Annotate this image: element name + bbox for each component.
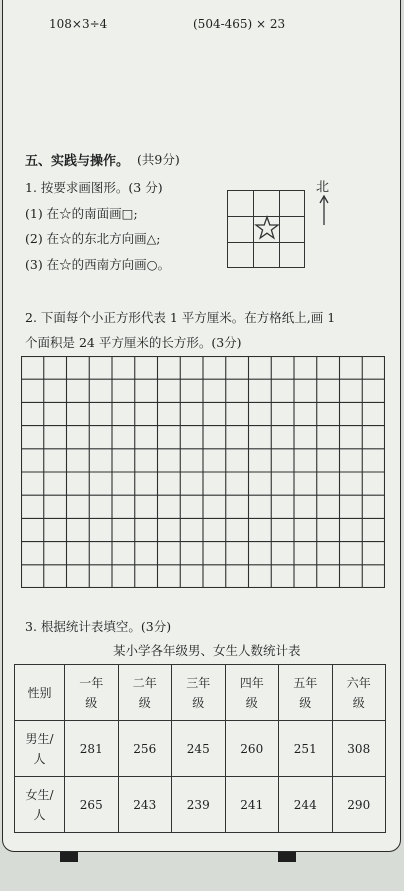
header-cell (118, 665, 172, 721)
registration-mark-right (278, 852, 296, 862)
value-cell: 239 (172, 777, 226, 833)
value-cell: 308 (332, 721, 386, 777)
header-text: 六年 (346, 675, 371, 690)
header-text: 三年 (186, 675, 211, 690)
header-text: 四年 (239, 675, 264, 690)
value-cell: 265 (65, 777, 119, 833)
value-cell: 245 (172, 721, 226, 777)
value-cell: 290 (332, 777, 386, 833)
header-cell (172, 665, 226, 721)
row-label-text: 女生/ (25, 787, 54, 802)
stats-table (14, 664, 386, 833)
value-cell: 281 (65, 721, 119, 777)
header-text: 级 (138, 695, 151, 710)
square-grid-paper[interactable] (21, 356, 385, 588)
header-text: 级 (192, 695, 205, 710)
section-heading: 五、实践与操作。 (25, 154, 130, 169)
registration-mark-left (60, 852, 78, 862)
value-cell: 241 (225, 777, 279, 833)
q1-item-1: (1) 在☆的南面画□; (25, 206, 138, 221)
expression-left: 108×3÷4 (49, 17, 108, 31)
table-title: 某小学各年级男、女生人数统计表 (113, 643, 301, 658)
header-cell (332, 665, 386, 721)
header-text: 二年 (132, 675, 157, 690)
value-cell: 251 (279, 721, 333, 777)
north-arrow-icon (319, 195, 329, 225)
value-cell: 243 (118, 777, 172, 833)
exam-sheet (2, 0, 401, 852)
row-label-text: 人 (33, 751, 46, 766)
q3-title: 3. 根据统计表填空。(3分) (25, 619, 172, 634)
value-cell: 244 (279, 777, 333, 833)
q2-line-1: 2. 下面每个小正方形代表 1 平方厘米。在方格纸上,画 1 (25, 310, 336, 325)
header-text: 级 (352, 695, 365, 710)
header-cell (225, 665, 279, 721)
value-cell: 260 (225, 721, 279, 777)
section-points: (共9分) (137, 152, 180, 167)
header-cell (279, 665, 333, 721)
header-text: 级 (299, 695, 312, 710)
north-label: 北 (316, 180, 330, 195)
grid-line (228, 242, 304, 243)
header-text: 级 (245, 695, 258, 710)
row-label-text: 人 (33, 807, 46, 822)
table-row-girls (15, 777, 386, 833)
q1-item-3: (3) 在☆的西南方向画○。 (25, 257, 171, 272)
q2-line-2: 个面积是 24 平方厘米的长方形。(3分) (25, 335, 242, 350)
star-icon (254, 215, 280, 241)
table-row-boys (15, 721, 386, 777)
q1-item-2: (2) 在☆的东北方向画△; (25, 231, 161, 246)
header-text: 一年 (79, 675, 104, 690)
header-text: 五年 (293, 675, 318, 690)
header-text: 性别 (27, 685, 52, 700)
value-cell: 256 (118, 721, 172, 777)
q1-title: 1. 按要求画图形。(3 分) (25, 180, 163, 195)
header-text: 级 (85, 695, 98, 710)
row-label-cell (15, 777, 65, 833)
row-label-text: 男生/ (25, 731, 54, 746)
header-cell (65, 665, 119, 721)
expression-right: (504-465) × 23 (193, 17, 286, 31)
header-cell (15, 665, 65, 721)
row-label-cell (15, 721, 65, 777)
direction-grid[interactable] (227, 190, 305, 268)
table-header-row (15, 665, 386, 721)
